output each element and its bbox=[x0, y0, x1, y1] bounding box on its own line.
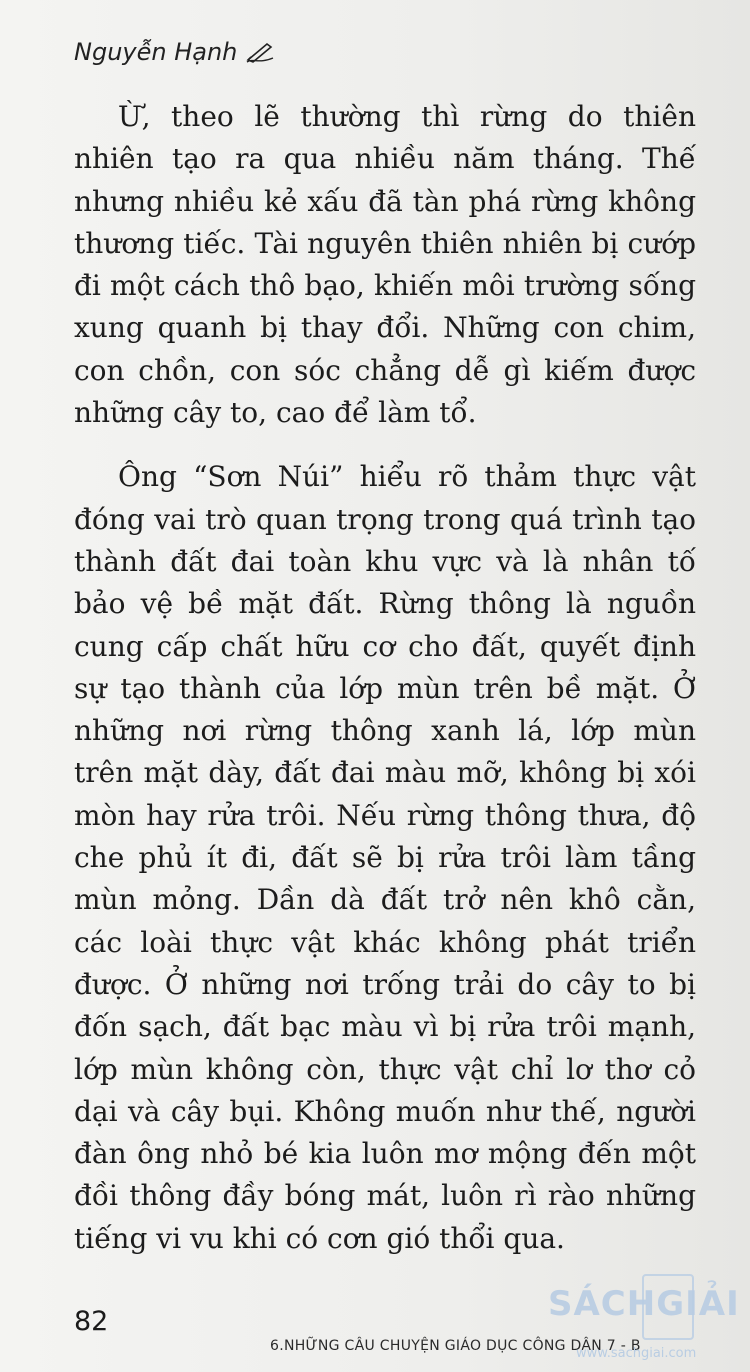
body-text bbox=[74, 96, 696, 1260]
watermark-brand: SÁCHGIẢI bbox=[548, 1284, 740, 1324]
page-number: 82 bbox=[74, 1306, 109, 1337]
pen-writing-icon bbox=[245, 40, 275, 64]
watermark-url: www.sachgiai.com bbox=[576, 1346, 697, 1361]
paragraph-1: Ừ, theo lẽ thường thì rừng do thiên nhiên tạo ra qua nhiều năm tháng. Thế nhưng nhiều kẻ xấu đã tàn phá rừng không thương tiếc. Tài nguyên thiên nhiên bị cướp đi một cách thô bạo, khiến môi trường sống xung quanh bị thay đổi. Những con chim, con chồn, con sóc chẳng dễ gì kiếm được những cây to, cao để làm tổ. bbox=[74, 100, 696, 430]
author-name: Nguyễn Hạnh bbox=[74, 38, 238, 66]
running-header bbox=[74, 38, 275, 66]
book-title-footer: 6.NHỮNG CÂU CHUYỆN GIÁO DỤC CÔNG DÂN 7 - B bbox=[270, 1338, 641, 1354]
watermark-logo bbox=[548, 1270, 748, 1370]
paragraph-2: Ông “Sơn Núi” hiểu rõ thảm thực vật đóng vai trò quan trọng trong quá trình tạo thành đất đai toàn khu vực và là nhân tố bảo vệ bề mặt đất. Rừng thông là nguồn cung cấp chất hữu cơ cho đất, quyết định sự tạo thành của lớp mùn trên bề mặt. Ở những nơi rừng thông xanh lá, lớp mùn trên mặt dày, đất đai màu mỡ, không bị xói mòn hay rửa trôi. Nếu rừng thông thưa, độ che phủ ít đi, đất sẽ bị rửa trôi làm tầng mùn mỏng. Dần dà đất trở nên khô cằn, các loài thực vật khác không phát triển được. Ở những nơi trống trải do cây to bị đốn sạch, đất bạc màu vì bị rửa trôi mạnh, lớp mùn không còn, thực vật chỉ lơ thơ cỏ dại và cây bụi. Không muốn như thế, người đàn ông nhỏ bé kia luôn mơ mộng đến một đồi thông đầy bóng mát, luôn rì rào những tiếng vi vu khi có cơn gió thổi qua. bbox=[74, 460, 696, 1255]
